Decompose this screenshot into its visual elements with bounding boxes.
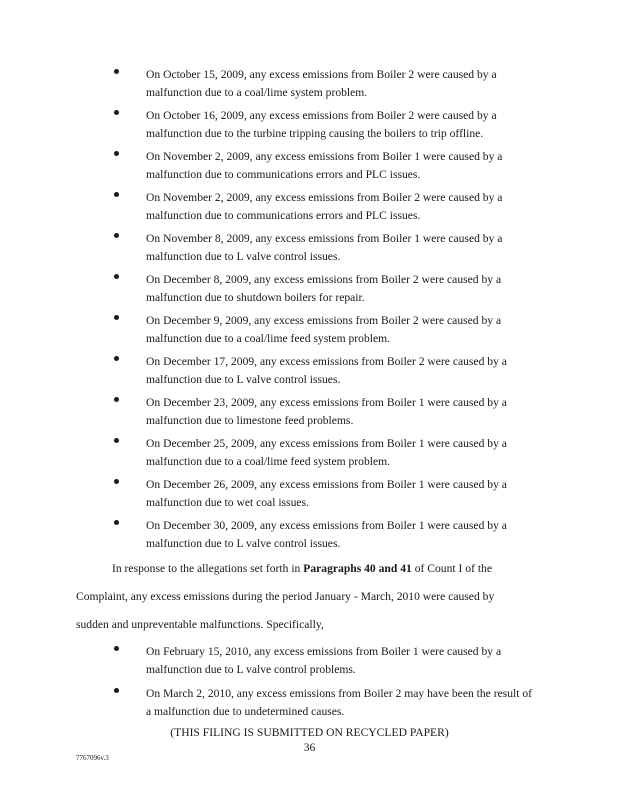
list-item [0,107,619,148]
bullet-icon [114,192,119,197]
paragraph-text: of Count I of the [411,562,492,575]
list-item [0,66,619,107]
bullet-icon [114,356,119,361]
recycled-paper-notice: (THIS FILING IS SUBMITTED ON RECYCLED PAPER) [170,726,449,739]
list-item [0,148,619,189]
bullet-text: On December 26, 2009, any excess emissions from Boiler 1 were caused by a malfunction due to wet coal issues. [146,478,507,509]
bullet-text: On November 8, 2009, any excess emissions from Boiler 1 were caused by a malfunction due to L valve control issues. [146,232,503,263]
bullet-text: On December 25, 2009, any excess emissions from Boiler 1 were caused by a malfunction due to a coal/lime feed system problem. [146,437,507,468]
bullet-text: On October 15, 2009, any excess emissions from Boiler 2 were caused by a malfunction due to a coal/lime system problem. [146,68,497,99]
page-number: 36 [303,741,316,754]
list-item [0,476,619,517]
list-item [0,312,619,353]
list-item [0,271,619,312]
paragraph-line-2: Complaint, any excess emissions during the period January - March, 2010 were caused by [76,590,495,603]
bullet-text: On November 2, 2009, any excess emissions from Boiler 2 were caused by a malfunction due to communications errors and PLC issues. [146,191,503,222]
paragraph-reference: Paragraphs 40 and 41 [303,562,412,575]
paragraph-line-3: sudden and unpreventable malfunctions. Specifically, [76,618,324,631]
bullet-text: On December 9, 2009, any excess emissions from Boiler 2 were caused by a malfunction due to a coal/lime feed system problem. [146,314,502,345]
bullet-icon [114,151,119,156]
bullet-text: On February 15, 2010, any excess emissions from Boiler 1 were caused by a malfunction due to L valve control problems. [146,645,502,676]
bullet-text: On October 16, 2009, any excess emissions from Boiler 2 were caused by a malfunction due to the turbine tripping causing the boilers to trip offline. [146,109,497,140]
list-item [0,435,619,476]
list-item [0,685,619,727]
bullet-icon [114,438,119,443]
list-item [0,394,619,435]
list-item [0,517,619,558]
list-item [0,353,619,394]
bullet-icon [114,233,119,238]
bullet-text: On December 23, 2009, any excess emissions from Boiler 1 were caused by a malfunction due to limestone feed problems. [146,396,507,427]
bullet-list-2009 [0,66,619,558]
bullet-icon [114,274,119,279]
list-item [0,643,619,685]
bullet-text: On December 17, 2009, any excess emissions from Boiler 2 were caused by a malfunction due to L valve control issues. [146,355,507,386]
bullet-text: On December 8, 2009, any excess emissions from Boiler 2 were caused by a malfunction due to shutdown boilers for repair. [146,273,502,304]
bullet-text: On December 30, 2009, any excess emissions from Boiler 1 were caused by a malfunction due to L valve control issues. [146,519,507,550]
bullet-icon [114,110,119,115]
bullet-text: On March 2, 2010, any excess emissions from Boiler 2 may have been the result of a malfunction due to undetermined causes. [146,687,533,718]
bullet-icon [114,69,119,74]
paragraph-text: In response to the allegations set forth in [112,562,304,575]
bullet-text: On November 2, 2009, any excess emissions from Boiler 1 were caused by a malfunction due to communications errors and PLC issues. [146,150,503,181]
bullet-icon [114,479,119,484]
list-item [0,189,619,230]
document-id: 7767096v.3 [76,754,109,762]
bullet-icon [114,397,119,402]
bullet-icon [114,315,119,320]
bullet-icon [114,646,119,651]
bullet-icon [114,688,119,693]
bullet-icon [114,520,119,525]
bullet-list-2010 [0,643,619,727]
paragraph-line-1 [112,562,492,576]
list-item [0,230,619,271]
